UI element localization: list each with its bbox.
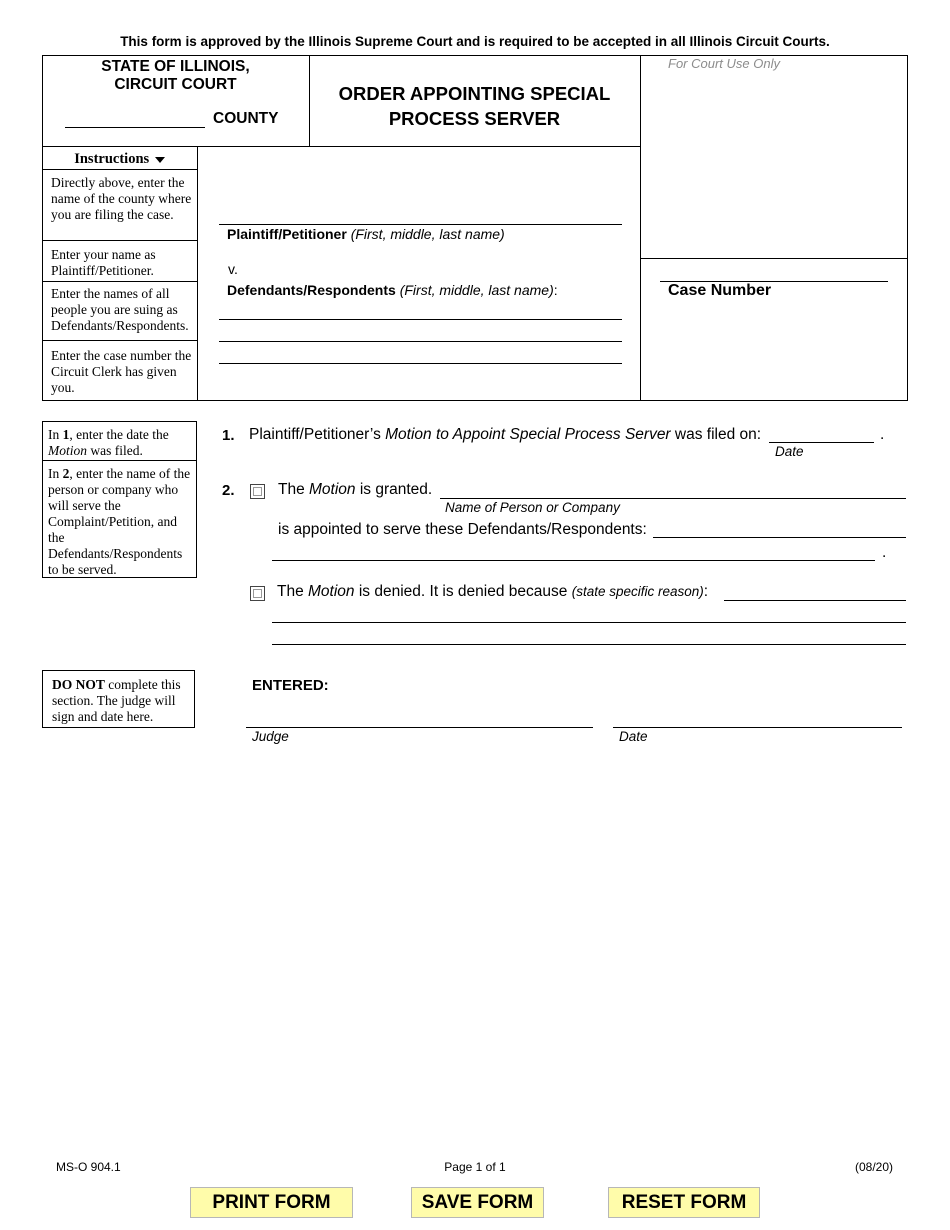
state-label: STATE OF ILLINOIS, CIRCUIT COURT	[101, 58, 250, 93]
instruction-plaintiff: Enter your name as Plaintiff/Petitioner.	[51, 247, 156, 278]
server-name-field[interactable]	[440, 498, 906, 499]
denied-checkbox[interactable]	[250, 586, 265, 601]
denied-reason-field-1[interactable]	[724, 600, 906, 601]
denied-reason-field-2[interactable]	[272, 622, 906, 623]
denied-text: The Motion is denied. It is denied because (state specific reason):	[277, 583, 709, 600]
denied-reason-field-3[interactable]	[272, 644, 906, 645]
granted-checkbox[interactable]	[250, 484, 265, 499]
defendants-label: Defendants/Respondents (First, middle, last name):	[227, 282, 558, 298]
entered-label: ENTERED:	[252, 677, 329, 694]
section-2-number: 2.	[222, 482, 235, 499]
filed-date-field[interactable]	[769, 442, 874, 443]
judge-date-field[interactable]	[613, 727, 902, 728]
server-name-label: Name of Person or Company	[445, 500, 620, 515]
section-1-number: 1.	[222, 427, 235, 444]
instruction-case-number: Enter the case number the Circuit Clerk has given you.	[51, 348, 192, 395]
print-form-button[interactable]: PRINT FORM	[190, 1187, 353, 1218]
judge-signature-field[interactable]	[246, 727, 593, 728]
appointed-text: is appointed to serve these Defendants/Respondents:	[278, 521, 647, 538]
form-revision: (08/20)	[855, 1160, 894, 1174]
save-form-button[interactable]: SAVE FORM	[411, 1187, 544, 1218]
court-use-label: For Court Use Only	[668, 56, 780, 71]
form-id: MS-O 904.1	[56, 1160, 121, 1174]
county-label: COUNTY	[213, 110, 279, 127]
judge-label: Judge	[252, 729, 289, 744]
plaintiff-field[interactable]	[219, 224, 622, 225]
plaintiff-label: Plaintiff/Petitioner (First, middle, last name)	[227, 226, 505, 242]
hint-item-2: In 2, enter the name of the person or company who will serve the Complaint/Petition, and the Defendants/Respondents to be served.	[48, 466, 191, 577]
caret-down-icon	[155, 157, 165, 163]
granted-text: The Motion is granted.	[278, 481, 433, 498]
instruction-county: Directly above, enter the name of the county where you are filing the case.	[51, 175, 192, 222]
defendant-field-2[interactable]	[219, 341, 622, 342]
hint-do-not-complete: DO NOT complete this section. The judge will sign and date here.	[52, 677, 181, 724]
section-2-period: .	[882, 544, 887, 561]
county-field[interactable]	[65, 127, 205, 128]
section-1-period: .	[880, 426, 885, 443]
approval-notice: This form is approved by the Illinois Supreme Court and is required to be accepted in all Illinois Circuit Courts.	[120, 34, 830, 49]
instruction-defendants: Enter the names of all people you are suing as Defendants/Respondents.	[51, 286, 189, 333]
section-1-text: Plaintiff/Petitioner’s Motion to Appoint Special Process Server was filed on:	[249, 426, 762, 443]
entered-date-label: Date	[619, 729, 648, 744]
page-number: Page 1 of 1	[444, 1160, 506, 1174]
defendant-field-1[interactable]	[219, 319, 622, 320]
hint-item-1: In 1, enter the date the Motion was filed.	[48, 427, 169, 458]
instructions-heading: Instructions	[42, 151, 197, 168]
defendants-served-field-2[interactable]	[272, 560, 875, 561]
case-number-label: Case Number	[668, 282, 772, 299]
filed-date-label: Date	[775, 444, 804, 459]
reset-form-button[interactable]: RESET FORM	[608, 1187, 760, 1218]
versus-label: v.	[228, 261, 238, 277]
defendant-field-3[interactable]	[219, 363, 622, 364]
form-title: ORDER APPOINTING SPECIAL PROCESS SERVER	[338, 83, 611, 129]
defendants-served-field-1[interactable]	[653, 537, 906, 538]
